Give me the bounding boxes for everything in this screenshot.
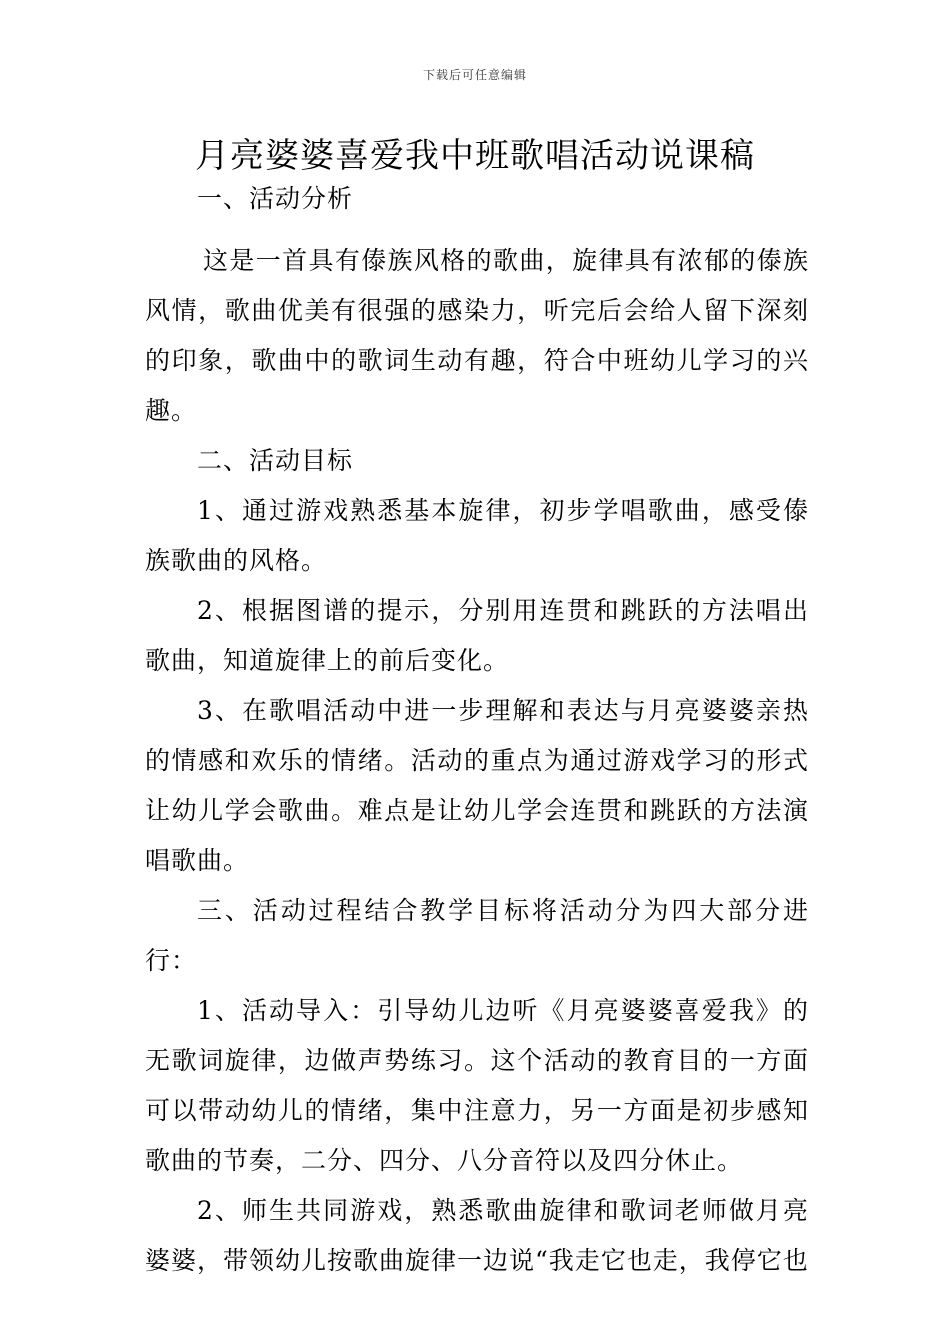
section-heading-goals: 二、活动目标 <box>197 446 354 475</box>
section-heading-analysis: 一、活动分析 <box>197 184 354 213</box>
document-title: 月亮婆婆喜爱我中班歌唱活动说课稿 <box>195 136 755 176</box>
paragraph-process-2: 2、师生共同游戏，熟悉歌曲旋律和歌词老师做月亮婆婆，带领幼儿按歌曲旋律一边说“我走它也走，我停它也 <box>145 1196 809 1275</box>
paragraph-goal-1: 1、通过游戏熟悉基本旋律，初步学唱歌曲，感受傣族歌曲的风格。 <box>145 496 809 575</box>
header-note: 下载后可任意编辑 <box>422 68 527 82</box>
document-body <box>145 174 809 1286</box>
section-heading-process: 三、活动过程结合教学目标将活动分为四大部分进行： <box>145 896 809 975</box>
paragraph-goal-2: 2、根据图谱的提示，分别用连贯和跳跃的方法唱出歌曲，知道旋律上的前后变化。 <box>145 596 809 675</box>
paragraph-goal-3: 3、在歌唱活动中进一步理解和表达与月亮婆婆亲热的情感和欢乐的情绪。活动的重点为通过游戏学习的形式让幼儿学会歌曲。难点是让幼儿学会连贯和跳跃的方法演唱歌曲。 <box>145 696 809 875</box>
paragraph-analysis: 这是一首具有傣族风格的歌曲，旋律具有浓郁的傣族风情，歌曲优美有很强的感染力，听完后会给人留下深刻的印象，歌曲中的歌词生动有趣，符合中班幼儿学习的兴趣。 <box>145 246 809 425</box>
paragraph-process-1: 1、活动导入：引导幼儿边听《月亮婆婆喜爱我》的无歌词旋律，边做声势练习。这个活动的教育目的一方面可以带动幼儿的情绪，集中注意力，另一方面是初步感知歌曲的节奏，二分、四分、八分音符以及四分休止。 <box>145 996 809 1175</box>
